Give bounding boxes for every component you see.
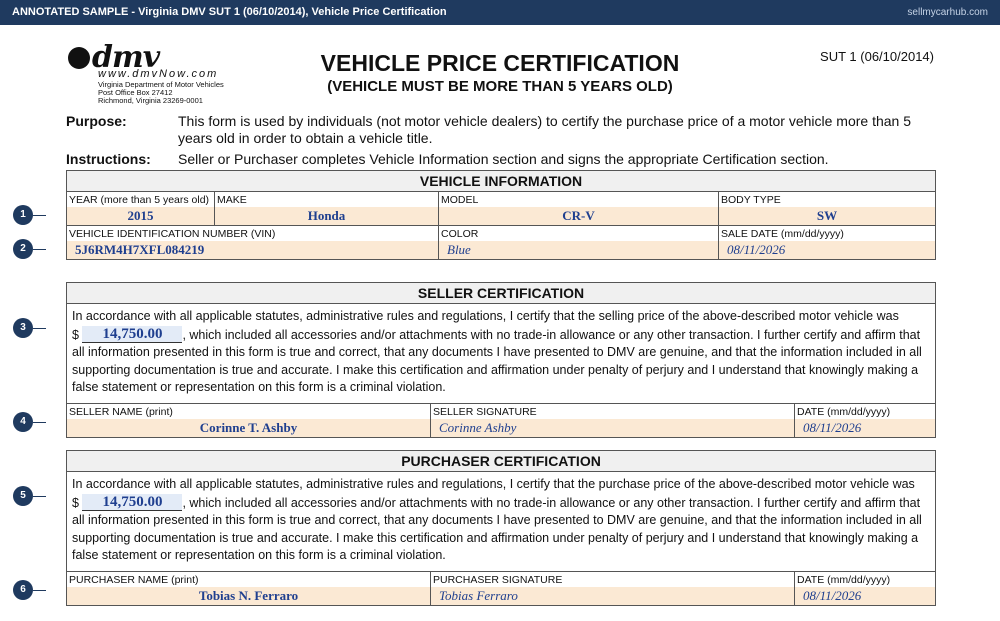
dmv-web-address: www.dmvNow.com bbox=[98, 68, 219, 80]
purchaser-signature-value[interactable]: Tobias Ferraro bbox=[431, 587, 794, 605]
annotation-marker-1: 1 bbox=[13, 205, 33, 225]
sale-date-value[interactable]: 08/11/2026 bbox=[719, 241, 935, 259]
annotation-leader-2 bbox=[33, 249, 46, 250]
seller-date-field[interactable]: DATE (mm/dd/yyyy) 08/11/2026 bbox=[795, 403, 936, 437]
instructions-label: Instructions: bbox=[66, 151, 151, 167]
dmv-logo-mark: dmv bbox=[68, 43, 159, 73]
seller-signature-field[interactable]: SELLER SIGNATURE Corinne Ashby bbox=[431, 403, 795, 437]
purchaser-date-value[interactable]: 08/11/2026 bbox=[795, 587, 935, 605]
annotation-marker-4: 4 bbox=[13, 412, 33, 432]
purpose-label: Purpose: bbox=[66, 113, 127, 129]
purchaser-name-field[interactable]: PURCHASER NAME (print) Tobias N. Ferraro bbox=[67, 571, 431, 605]
seller-certification-section bbox=[66, 282, 936, 438]
annotation-marker-3: 3 bbox=[13, 318, 33, 338]
seller-statement: In accordance with all applicable statutes, administrative rules and regulations, I certify that the selling price of the above-described motor vehicle was $ 14,750.00 , which included all accessories and/or attachments with no trade-in allowance or any other transaction. I further certify and affirm that all information presented in this form is true and correct, that any documents I have presented to DMV are genuine, and that the information included in all supporting documentation is true and accurate. I make this certification and affirmation under penalty of perjury and I understand that knowingly making a false statement or representation on this form is a criminal violation. bbox=[67, 304, 936, 404]
year-field[interactable]: YEAR (more than 5 years old) 2015 bbox=[67, 192, 215, 226]
color-field[interactable]: COLOR Blue bbox=[439, 226, 719, 260]
body-type-value[interactable]: SW bbox=[719, 207, 935, 225]
purchaser-certification-header: PURCHASER CERTIFICATION bbox=[67, 451, 936, 472]
annotation-leader-6 bbox=[33, 590, 46, 591]
vin-field[interactable]: VEHICLE IDENTIFICATION NUMBER (VIN) 5J6RM4H7XFL084219 bbox=[67, 226, 439, 260]
annotation-marker-6: 6 bbox=[13, 580, 33, 600]
form-id: SUT 1 (06/10/2014) bbox=[820, 49, 934, 64]
instructions-text: Seller or Purchaser completes Vehicle Information section and signs the appropriate Certification section. bbox=[178, 151, 829, 167]
make-field[interactable]: MAKE Honda bbox=[215, 192, 439, 226]
dmv-ball-icon bbox=[68, 47, 90, 69]
purchaser-date-field[interactable]: DATE (mm/dd/yyyy) 08/11/2026 bbox=[795, 571, 936, 605]
seller-certification-header: SELLER CERTIFICATION bbox=[67, 283, 936, 304]
model-field[interactable]: MODEL CR-V bbox=[439, 192, 719, 226]
seller-date-value[interactable]: 08/11/2026 bbox=[795, 419, 935, 437]
purchaser-statement: In accordance with all applicable statutes, administrative rules and regulations, I certify that the purchase price of the above-described motor vehicle was $ 14,750.00 , which included all accessories and/or attachments with no trade-in allowance or any other transaction. I further certify and affirm that all information presented in this form is true and correct, that any documents I have presented to DMV are genuine, and that the information included in all supporting documentation is true and accurate. I make this certification and affirmation under penalty of perjury and I understand that knowingly making a false statement or representation on this form is a criminal violation. bbox=[67, 472, 936, 572]
sale-date-field[interactable]: SALE DATE (mm/dd/yyyy) 08/11/2026 bbox=[719, 226, 936, 260]
form-subtitle: (VEHICLE MUST BE MORE THAN 5 YEARS OLD) bbox=[327, 78, 673, 95]
year-value[interactable]: 2015 bbox=[67, 207, 214, 225]
purchaser-name-value[interactable]: Tobias N. Ferraro bbox=[67, 587, 430, 605]
annotation-marker-5: 5 bbox=[13, 486, 33, 506]
form-title: VEHICLE PRICE CERTIFICATION bbox=[320, 50, 680, 76]
seller-name-field[interactable]: SELLER NAME (print) Corinne T. Ashby bbox=[67, 403, 431, 437]
annotation-marker-2: 2 bbox=[13, 239, 33, 259]
color-value[interactable]: Blue bbox=[439, 241, 718, 259]
make-value[interactable]: Honda bbox=[215, 207, 438, 225]
banner-title: ANNOTATED SAMPLE - Virginia DMV SUT 1 (06/10/2014), Vehicle Price Certification bbox=[12, 6, 447, 18]
annotation-leader-3 bbox=[33, 328, 46, 329]
vin-value[interactable]: 5J6RM4H7XFL084219 bbox=[67, 241, 438, 259]
purchaser-signature-field[interactable]: PURCHASER SIGNATURE Tobias Ferraro bbox=[431, 571, 795, 605]
vehicle-information-header: VEHICLE INFORMATION bbox=[67, 171, 936, 192]
seller-signature-value[interactable]: Corinne Ashby bbox=[431, 419, 794, 437]
purchaser-price-field[interactable]: 14,750.00 bbox=[82, 494, 182, 511]
purpose-text: This form is used by individuals (not motor vehicle dealers) to certify the purchase price of a motor vehicle more than 5 years old in order to obtain a vehicle title. bbox=[178, 113, 911, 146]
banner bbox=[0, 0, 1000, 25]
purchaser-certification-section bbox=[66, 450, 936, 606]
annotation-leader-5 bbox=[33, 496, 46, 497]
vehicle-information-section bbox=[66, 170, 936, 260]
body-type-field[interactable]: BODY TYPE SW bbox=[719, 192, 936, 226]
model-value[interactable]: CR-V bbox=[439, 207, 718, 225]
seller-price-field[interactable]: 14,750.00 bbox=[82, 326, 182, 343]
seller-name-value[interactable]: Corinne T. Ashby bbox=[67, 419, 430, 437]
dmv-postal-address: Virginia Department of Motor Vehicles Post Office Box 27412 Richmond, Virginia 23269-0001 bbox=[98, 80, 224, 105]
banner-site[interactable]: sellmycarhub.com bbox=[907, 7, 988, 18]
annotation-leader-1 bbox=[33, 215, 46, 216]
dmv-logo bbox=[68, 40, 248, 105]
annotation-leader-4 bbox=[33, 422, 46, 423]
